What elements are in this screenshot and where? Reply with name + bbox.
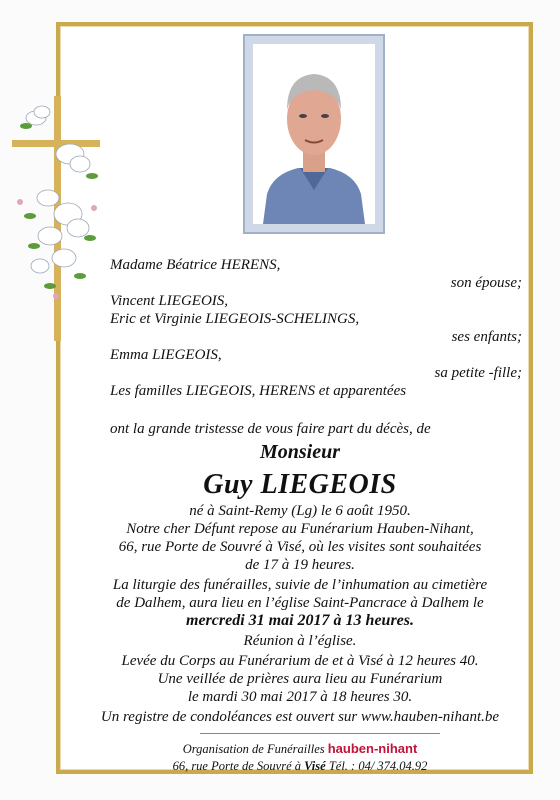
reunion-line: Réunion à l’église. [243,633,357,649]
grandchild-name: Emma LIEGEOIS, [110,347,222,363]
rest-line-2: 66, rue Porte de Souvré à Visé, où les visites sont souhaitées [118,539,482,555]
address-city: Visé [304,759,326,773]
rest-line-3: de 17 à 19 heures. [245,557,355,573]
levee-line: Levée du Corps au Funérarium de et à Visé à 12 heures 40. [121,653,479,669]
liturgy-line-1: La liturgie des funérailles, suivie de l’inhumation au cimetière [112,577,488,593]
org-prefix: Organisation de Funérailles [182,742,325,756]
portrait-photo [253,44,375,224]
families-line: Les familles LIEGEOIS, HERENS et apparentées [110,383,407,399]
child-name-2: Eric et Virginie LIEGEOIS-SCHELINGS, [110,311,360,327]
footer-organisation [80,740,520,758]
child-name-1: Vincent LIEGEOIS, [110,293,229,309]
deceased-name: Guy LIEGEOIS [203,469,397,500]
brand-logo-text: hauben-nihant [327,741,418,756]
condolence-register: Un registre de condoléances est ouvert sur www.hauben-nihant.be [100,709,500,725]
rest-line-1: Notre cher Défunt repose au Funérarium Hauben-Nihant, [126,521,474,537]
vigil-line-1: Une veillée de prières aura lieu au Funérarium [157,671,443,687]
footer-address [80,757,520,775]
cross-flower-decoration [10,96,110,346]
portrait-frame [243,34,385,234]
spouse-name: Madame Béatrice HERENS, [110,257,281,273]
spouse-role: son épouse; [450,275,522,291]
address-prefix: 66, rue Porte de Souvré à [172,759,302,773]
footer-divider [200,733,440,734]
children-role: ses enfants; [451,329,522,345]
grandchild-role: sa petite -fille; [434,365,522,381]
funeral-date: mercredi 31 mai 2017 à 13 heures. [186,612,414,629]
vigil-line-2: le mardi 30 mai 2017 à 18 heures 30. [187,689,413,705]
birth-line: né à Saint-Remy (Lg) le 6 août 1950. [189,503,411,519]
liturgy-line-2: de Dalhem, aura lieu en l’église Saint-Pancrace à Dalhem le [116,595,484,611]
address-phone: Tél. : 04/ 374.04.92 [328,759,428,773]
title-monsieur: Monsieur [259,441,341,463]
intro-text: ont la grande tristesse de vous faire part du décès, de [110,421,431,437]
